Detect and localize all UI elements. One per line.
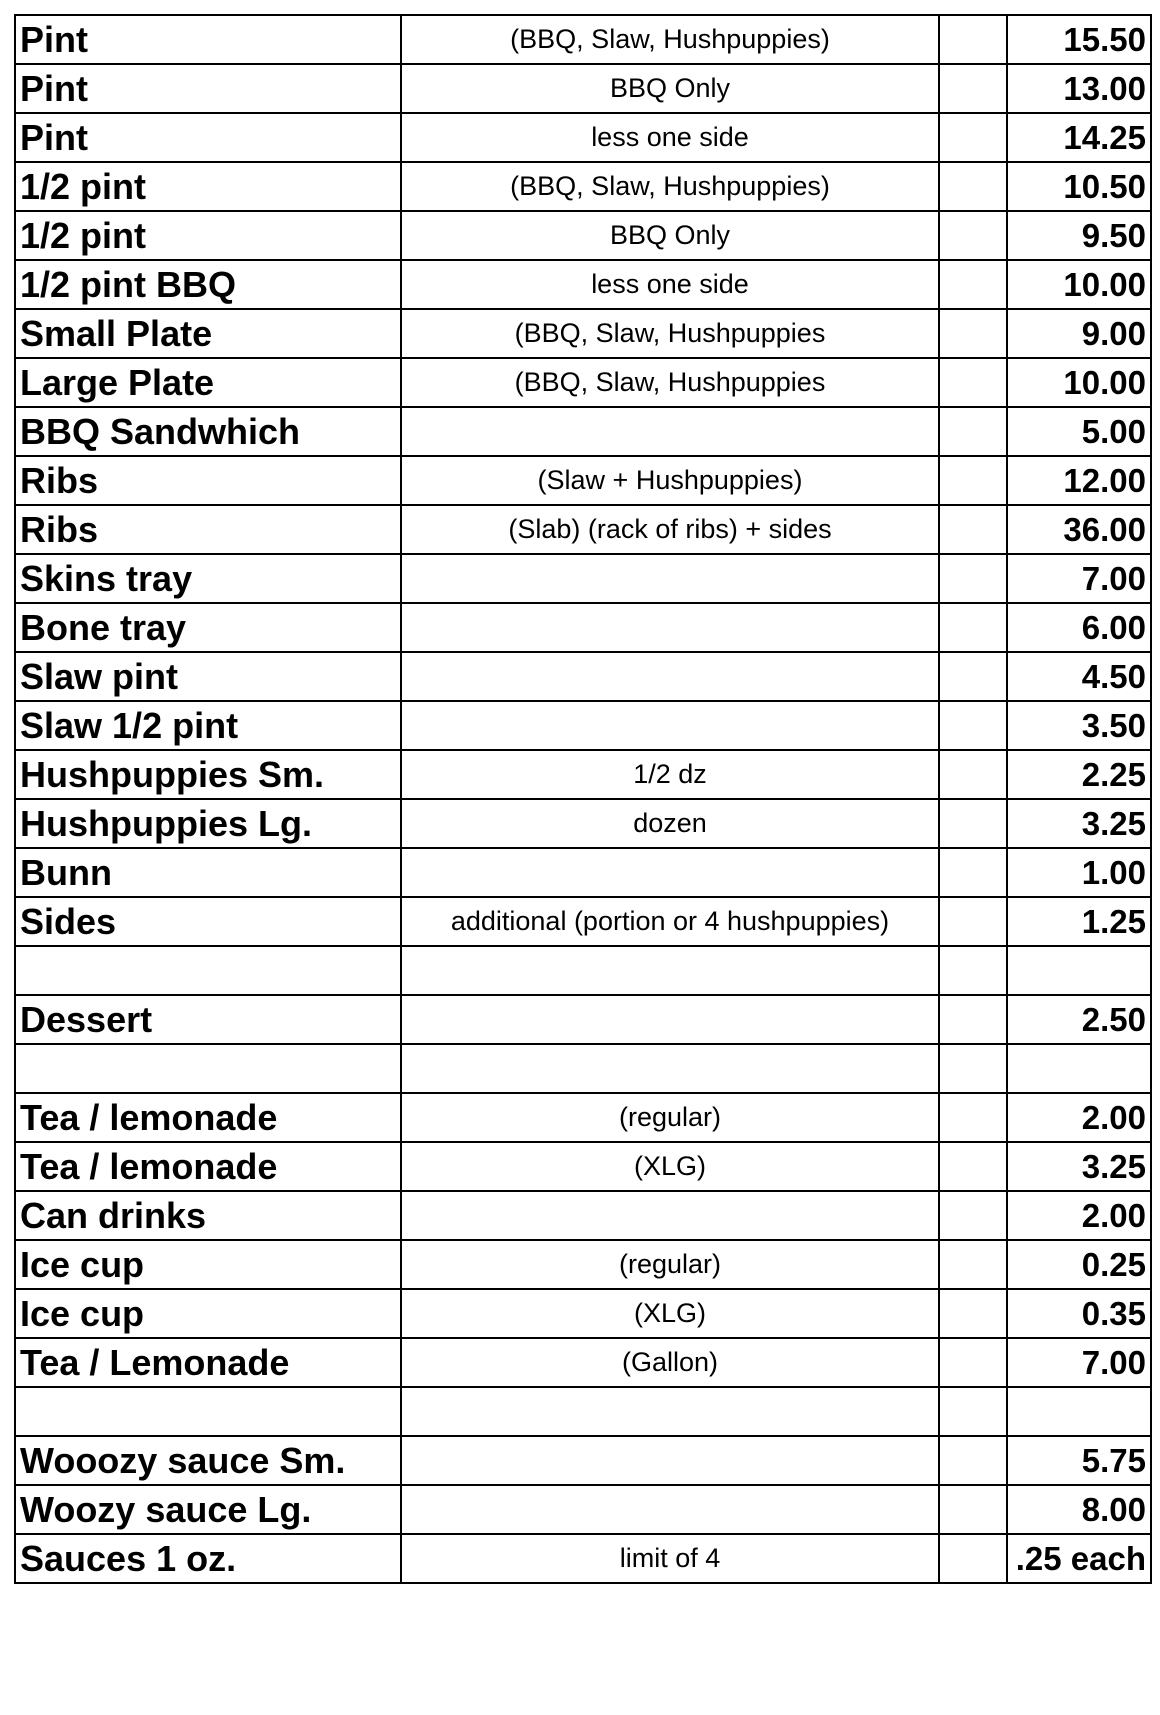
empty-column-cell xyxy=(939,652,1007,701)
table-row xyxy=(15,946,1151,995)
item-price: 2.25 xyxy=(1007,750,1151,799)
item-price: 12.00 xyxy=(1007,456,1151,505)
empty-column-cell xyxy=(939,1436,1007,1485)
item-name: 1/2 pint xyxy=(15,162,401,211)
item-price: 0.35 xyxy=(1007,1289,1151,1338)
item-description: (Slab) (rack of ribs) + sides xyxy=(401,505,939,554)
table-row xyxy=(15,1044,1151,1093)
item-name xyxy=(15,1044,401,1093)
empty-column-cell xyxy=(939,1093,1007,1142)
item-description xyxy=(401,554,939,603)
empty-column-cell xyxy=(939,848,1007,897)
empty-column-cell xyxy=(939,1191,1007,1240)
item-name: Dessert xyxy=(15,995,401,1044)
item-price: .25 each xyxy=(1007,1534,1151,1583)
item-description xyxy=(401,946,939,995)
price-list-body xyxy=(15,15,1151,1583)
table-row xyxy=(15,701,1151,750)
item-price: 0.25 xyxy=(1007,1240,1151,1289)
table-row xyxy=(15,1240,1151,1289)
empty-column-cell xyxy=(939,603,1007,652)
item-description: 1/2 dz xyxy=(401,750,939,799)
item-name: Slaw pint xyxy=(15,652,401,701)
price-list-table xyxy=(14,14,1152,1584)
table-row xyxy=(15,1289,1151,1338)
item-name: Bunn xyxy=(15,848,401,897)
empty-column-cell xyxy=(939,64,1007,113)
table-row xyxy=(15,1191,1151,1240)
table-row xyxy=(15,603,1151,652)
item-description xyxy=(401,995,939,1044)
item-price: 3.25 xyxy=(1007,1142,1151,1191)
item-price: 13.00 xyxy=(1007,64,1151,113)
table-row xyxy=(15,897,1151,946)
item-price: 1.25 xyxy=(1007,897,1151,946)
table-row xyxy=(15,848,1151,897)
table-row xyxy=(15,554,1151,603)
item-description: less one side xyxy=(401,113,939,162)
item-price: 10.00 xyxy=(1007,260,1151,309)
item-name: Slaw 1/2 pint xyxy=(15,701,401,750)
item-price: 9.00 xyxy=(1007,309,1151,358)
item-description xyxy=(401,407,939,456)
item-price: 7.00 xyxy=(1007,554,1151,603)
table-row xyxy=(15,995,1151,1044)
empty-column-cell xyxy=(939,1534,1007,1583)
empty-column-cell xyxy=(939,995,1007,1044)
table-row xyxy=(15,358,1151,407)
item-price: 2.00 xyxy=(1007,1093,1151,1142)
item-description: (BBQ, Slaw, Hushpuppies xyxy=(401,309,939,358)
table-row xyxy=(15,1142,1151,1191)
table-row xyxy=(15,309,1151,358)
table-row xyxy=(15,211,1151,260)
empty-column-cell xyxy=(939,750,1007,799)
item-name: Pint xyxy=(15,15,401,64)
empty-column-cell xyxy=(939,15,1007,64)
item-description: (BBQ, Slaw, Hushpuppies) xyxy=(401,15,939,64)
item-name xyxy=(15,946,401,995)
item-description xyxy=(401,1044,939,1093)
table-row xyxy=(15,799,1151,848)
empty-column-cell xyxy=(939,260,1007,309)
item-name: Pint xyxy=(15,113,401,162)
item-price: 7.00 xyxy=(1007,1338,1151,1387)
table-row xyxy=(15,750,1151,799)
item-price: 9.50 xyxy=(1007,211,1151,260)
table-row xyxy=(15,1093,1151,1142)
empty-column-cell xyxy=(939,1485,1007,1534)
item-name: 1/2 pint BBQ xyxy=(15,260,401,309)
item-description: (BBQ, Slaw, Hushpuppies xyxy=(401,358,939,407)
empty-column-cell xyxy=(939,1240,1007,1289)
table-row xyxy=(15,505,1151,554)
item-name: Ribs xyxy=(15,505,401,554)
empty-column-cell xyxy=(939,946,1007,995)
item-price: 1.00 xyxy=(1007,848,1151,897)
item-name: Tea / lemonade xyxy=(15,1142,401,1191)
item-name: Sides xyxy=(15,897,401,946)
item-description: dozen xyxy=(401,799,939,848)
empty-column-cell xyxy=(939,407,1007,456)
item-name: Sauces 1 oz. xyxy=(15,1534,401,1583)
item-price: 4.50 xyxy=(1007,652,1151,701)
empty-column-cell xyxy=(939,1289,1007,1338)
item-price xyxy=(1007,946,1151,995)
table-row xyxy=(15,162,1151,211)
empty-column-cell xyxy=(939,799,1007,848)
item-description: less one side xyxy=(401,260,939,309)
item-name: Large Plate xyxy=(15,358,401,407)
table-row xyxy=(15,113,1151,162)
item-name: Bone tray xyxy=(15,603,401,652)
empty-column-cell xyxy=(939,358,1007,407)
empty-column-cell xyxy=(939,456,1007,505)
table-row xyxy=(15,1338,1151,1387)
table-row xyxy=(15,1436,1151,1485)
item-price: 10.50 xyxy=(1007,162,1151,211)
table-row xyxy=(15,1387,1151,1436)
table-row xyxy=(15,1485,1151,1534)
item-description: limit of 4 xyxy=(401,1534,939,1583)
item-description xyxy=(401,1436,939,1485)
item-description: additional (portion or 4 hushpuppies) xyxy=(401,897,939,946)
item-description xyxy=(401,1191,939,1240)
table-row xyxy=(15,1534,1151,1583)
item-description: BBQ Only xyxy=(401,211,939,260)
table-row xyxy=(15,260,1151,309)
item-price xyxy=(1007,1044,1151,1093)
empty-column-cell xyxy=(939,162,1007,211)
table-row xyxy=(15,15,1151,64)
item-name: Hushpuppies Sm. xyxy=(15,750,401,799)
item-name: Hushpuppies Lg. xyxy=(15,799,401,848)
item-name: Woozy sauce Lg. xyxy=(15,1485,401,1534)
item-price: 3.50 xyxy=(1007,701,1151,750)
empty-column-cell xyxy=(939,211,1007,260)
table-row xyxy=(15,407,1151,456)
item-name xyxy=(15,1387,401,1436)
item-description: (BBQ, Slaw, Hushpuppies) xyxy=(401,162,939,211)
empty-column-cell xyxy=(939,554,1007,603)
empty-column-cell xyxy=(939,1044,1007,1093)
empty-column-cell xyxy=(939,309,1007,358)
item-price: 2.00 xyxy=(1007,1191,1151,1240)
item-description: (Slaw + Hushpuppies) xyxy=(401,456,939,505)
item-name: Tea / Lemonade xyxy=(15,1338,401,1387)
empty-column-cell xyxy=(939,113,1007,162)
item-name: BBQ Sandwhich xyxy=(15,407,401,456)
item-description: (XLG) xyxy=(401,1289,939,1338)
item-price: 5.75 xyxy=(1007,1436,1151,1485)
item-description xyxy=(401,1485,939,1534)
item-price: 15.50 xyxy=(1007,15,1151,64)
item-name: Small Plate xyxy=(15,309,401,358)
item-price: 2.50 xyxy=(1007,995,1151,1044)
item-name: Pint xyxy=(15,64,401,113)
item-description xyxy=(401,652,939,701)
table-row xyxy=(15,652,1151,701)
item-description: (regular) xyxy=(401,1093,939,1142)
item-price xyxy=(1007,1387,1151,1436)
item-price: 6.00 xyxy=(1007,603,1151,652)
table-row xyxy=(15,456,1151,505)
table-row xyxy=(15,64,1151,113)
empty-column-cell xyxy=(939,1142,1007,1191)
item-description: (Gallon) xyxy=(401,1338,939,1387)
item-name: Can drinks xyxy=(15,1191,401,1240)
item-description: BBQ Only xyxy=(401,64,939,113)
item-description: (regular) xyxy=(401,1240,939,1289)
item-price: 36.00 xyxy=(1007,505,1151,554)
item-name: Wooozy sauce Sm. xyxy=(15,1436,401,1485)
item-price: 5.00 xyxy=(1007,407,1151,456)
item-price: 10.00 xyxy=(1007,358,1151,407)
item-description: (XLG) xyxy=(401,1142,939,1191)
item-name: Skins tray xyxy=(15,554,401,603)
item-price: 8.00 xyxy=(1007,1485,1151,1534)
empty-column-cell xyxy=(939,505,1007,554)
item-price: 3.25 xyxy=(1007,799,1151,848)
item-name: Tea / lemonade xyxy=(15,1093,401,1142)
item-name: Ice cup xyxy=(15,1240,401,1289)
item-price: 14.25 xyxy=(1007,113,1151,162)
item-name: 1/2 pint xyxy=(15,211,401,260)
empty-column-cell xyxy=(939,897,1007,946)
item-description xyxy=(401,1387,939,1436)
item-name: Ice cup xyxy=(15,1289,401,1338)
empty-column-cell xyxy=(939,1338,1007,1387)
item-name: Ribs xyxy=(15,456,401,505)
item-description xyxy=(401,603,939,652)
empty-column-cell xyxy=(939,701,1007,750)
empty-column-cell xyxy=(939,1387,1007,1436)
item-description xyxy=(401,701,939,750)
item-description xyxy=(401,848,939,897)
